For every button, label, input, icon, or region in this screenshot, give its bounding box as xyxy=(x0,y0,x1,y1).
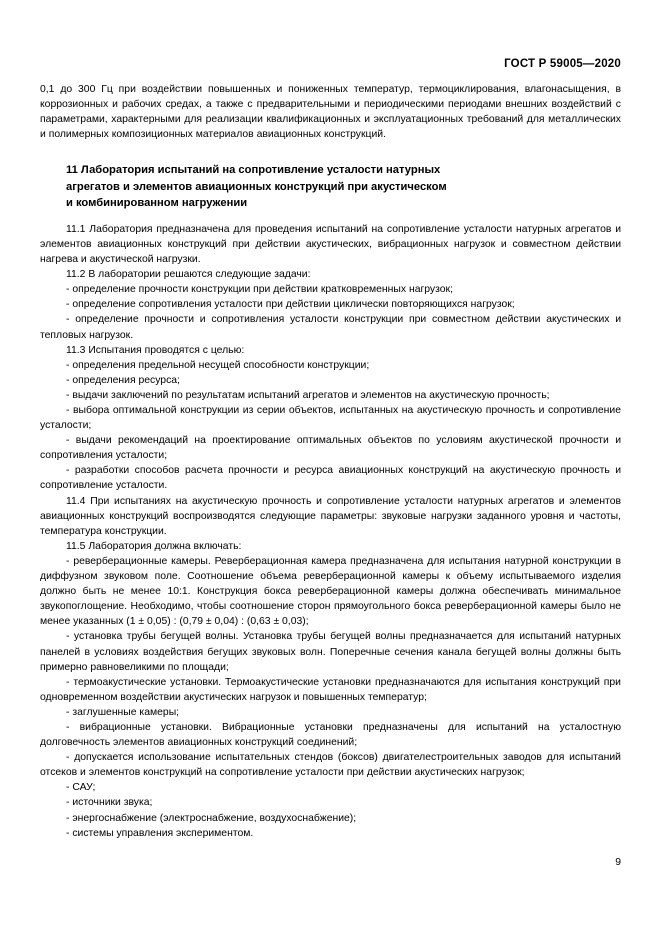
list-item: - выдачи рекомендаций на проектирование оптимальных объектов по условиям акустической прочности и сопротивления усталости; xyxy=(40,435,621,462)
paragraph-11-1: 11.1 Лаборатория предназначена для проведения испытаний на сопротивление усталости натурных агрегатов и элементов авиационных конструкций при действии акустических, вибрационных нагрузок и совместном действии нагрева и акустической нагрузки. xyxy=(40,223,621,266)
section-heading-line-3: и комбинированном нагружении xyxy=(66,197,248,210)
section-heading-line-2: агрегатов и элементов авиационных конструкций при акустическом xyxy=(66,180,447,193)
section-heading xyxy=(40,162,621,212)
page-number: 9 xyxy=(615,857,621,868)
list-item: - САУ; xyxy=(66,782,96,794)
list-item: - допускается использование испытательных стендов (боксов) двигателестроительных заводов для испытаний отсеков и элементов конструкций на сопротивление усталости при действии акустических нагрузок; xyxy=(40,752,621,779)
paragraph-11-2: 11.2 В лаборатории решаются следующие задачи: xyxy=(66,269,311,281)
list-item: - источники звука; xyxy=(66,797,153,809)
list-item: - реверберационные камеры. Реверберационная камера предназначена для испытания натурной конструкции в диффузном звуковом поле. Соотношение объема реверберационной камеры к объему испытываемого изделия должно быть не менее 10:1. Конструкция бокса реверберационной камеры должна обеспечивать минимальное звукопоглощение. Необходимо, чтобы соотношение сторон прямоугольного бокса реверберационной камеры было не менее указанных (1 ± 0,05) : (0,79 ± 0,04) : (0,63 ± 0,03); xyxy=(40,555,621,628)
list-item: - определение прочности конструкции при действии кратковременных нагрузок; xyxy=(66,284,453,296)
list-item: - определения ресурса; xyxy=(66,374,180,386)
list-item: - выбора оптимальной конструкции из серии объектов, испытанных на акустическую прочность и сопротивление усталости; xyxy=(40,405,621,432)
heading-spacer xyxy=(40,212,621,222)
page-content xyxy=(40,82,621,841)
list-item: - разработки способов расчета прочности и ресурса авиационных конструкций на акустическую прочность и сопротивление усталости. xyxy=(40,465,621,492)
list-item: - определение сопротивления усталости при действии циклически повторяющихся нагрузок; xyxy=(66,299,515,311)
list-item: - системы управления экспериментом. xyxy=(66,827,254,839)
paragraph-11-5: 11.5 Лаборатория должна включать: xyxy=(66,540,242,552)
section-heading-line-1: 11 Лаборатория испытаний на сопротивление усталости натурных xyxy=(66,164,441,177)
list-item: - вибрационные установки. Вибрационные установки предназначены для испытаний на усталостную долговечность элементов авиационных конструкций соединений; xyxy=(40,721,621,749)
list-item: - установка трубы бегущей волны. Установка трубы бегущей волны предназначается для испытаний натурных панелей в условиях воздействия бегущих звуковых волн. Поперечные сечения канала бегущей волны должны быть примерно равновеликими по площади; xyxy=(40,631,621,673)
list-item: - определение прочности и сопротивления усталости конструкции при совместном действии акустических и тепловых нагрузок. xyxy=(40,314,621,341)
list-item: - определения предельной несущей способности конструкции; xyxy=(66,359,370,371)
list-item: - термоакустические установки. Термоакустические установки предназначаются для испытания конструкций при одновременном воздействии акустических нагрузок и повышенных температур; xyxy=(40,676,621,703)
list-item: - выдачи заключений по результатам испытаний агрегатов и элементов на акустическую прочность; xyxy=(66,389,550,401)
list-item: - заглушенные камеры; xyxy=(66,706,180,718)
intro-paragraph: 0,1 до 300 Гц при воздействии повышенных и пониженных температур, термоциклирования, влагонасыщения, в коррозионных и рабочих средах, а также с предварительными и периодическими периодами внешних воздействий с параметрами, характерными для реализации квалификационных и эксплуатационных требований для металлических и полимерных композиционных материалов авиационных конструкций. xyxy=(40,84,621,141)
page-header: ГОСТ Р 59005—2020 xyxy=(504,58,621,70)
list-item: - энергоснабжение (электроснабжение, воздухоснабжение); xyxy=(66,812,357,824)
paragraph-11-4: 11.4 При испытаниях на акустическую прочность и сопротивление усталости натурных агрегатов и элементов авиационных конструкций воспроизводятся следующие параметры: звуковые нагрузки заданного уровня и частоты, температура конструкции. xyxy=(40,495,621,537)
paragraph-11-3: 11.3 Испытания проводятся с целью: xyxy=(66,344,245,356)
